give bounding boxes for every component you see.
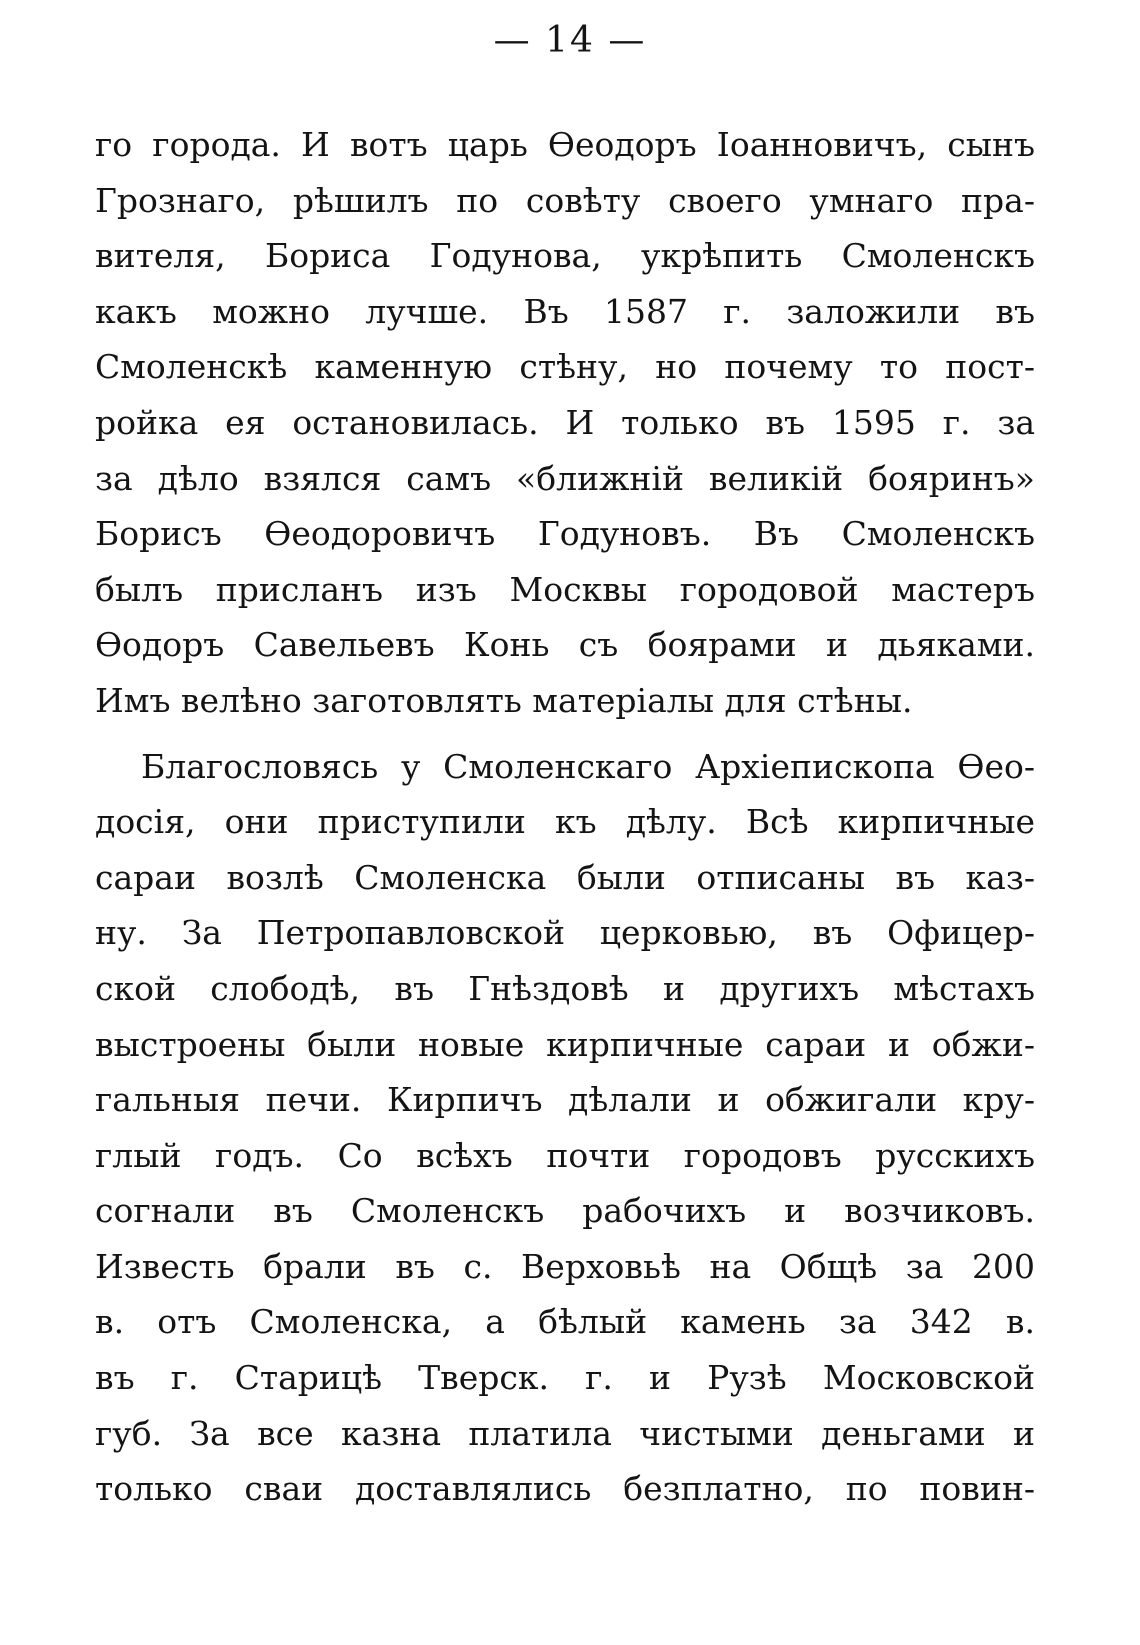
text-line: вителя, Бориса Годунова, укрѣпить Смоленскъ xyxy=(95,236,1035,276)
text-line: ройка ея остановилась. И только въ 1595 г. за xyxy=(95,402,1035,442)
text-line: гальныя печи. Кирпичъ дѣлали и обжигали кру- xyxy=(95,1080,1035,1120)
text-line: ну. За Петропавловской церковью, въ Офицер- xyxy=(95,913,1035,953)
text-line: сараи возлѣ Смоленска были отписаны въ каз- xyxy=(95,857,1035,897)
text-line: Грознаго, рѣшилъ по совѣту своего умнаго пра- xyxy=(95,180,1035,220)
text-line: Известь брали въ с. Верховьѣ на Общѣ за 200 xyxy=(95,1246,1035,1286)
text-line: в. отъ Смоленска, а бѣлый камень за 342 в. xyxy=(95,1302,1035,1342)
text-line: Имъ велѣно заготовлять матеріалы для стѣны. xyxy=(95,680,913,720)
paragraph-1 xyxy=(95,117,1035,729)
text-line: согнали въ Смоленскъ рабочихъ и возчиковъ. xyxy=(95,1191,1035,1231)
text-line: Ѳодоръ Савельевъ Конь съ боярами и дьяками. xyxy=(95,625,1035,665)
text-line: за дѣло взялся самъ «ближній великій бояринъ» xyxy=(95,458,1035,498)
text-line: выстроены были новые кирпичные сараи и обжи- xyxy=(95,1024,1035,1064)
text-line: былъ присланъ изъ Москвы городовой мастеръ xyxy=(95,569,1035,609)
text-line: досія, они приступили къ дѣлу. Всѣ кирпичные xyxy=(95,802,1035,842)
text-line: Борисъ Ѳеодоровичъ Годуновъ. Въ Смоленскъ xyxy=(95,514,1035,554)
text-line: какъ можно лучше. Въ 1587 г. заложили въ xyxy=(95,291,1035,331)
text-line: Смоленскѣ каменную стѣну, но почему то пост- xyxy=(95,347,1035,387)
paragraph-gap xyxy=(95,729,1035,739)
page-number: — 14 — xyxy=(493,20,647,61)
body-text xyxy=(95,117,1035,1517)
text-line: въ г. Старицѣ Тверск. г. и Рузѣ Московской xyxy=(95,1358,1035,1398)
text-line: го города. И вотъ царь Ѳеодоръ Іоанновичъ, сынъ xyxy=(95,125,1035,164)
text-line: Благословясь у Смоленскаго Архіепископа Ѳео- xyxy=(141,746,1035,786)
text-line: только сваи доставлялись безплатно, по повин- xyxy=(95,1469,1035,1509)
text-line: губ. За все казна платила чистыми деньгами и xyxy=(95,1413,1035,1453)
text-line: ской слободѣ, въ Гнѣздовѣ и другихъ мѣстахъ xyxy=(95,968,1035,1008)
paragraph-2 xyxy=(95,739,1035,1517)
text-line: глый годъ. Со всѣхъ почти городовъ русскихъ xyxy=(95,1135,1035,1175)
